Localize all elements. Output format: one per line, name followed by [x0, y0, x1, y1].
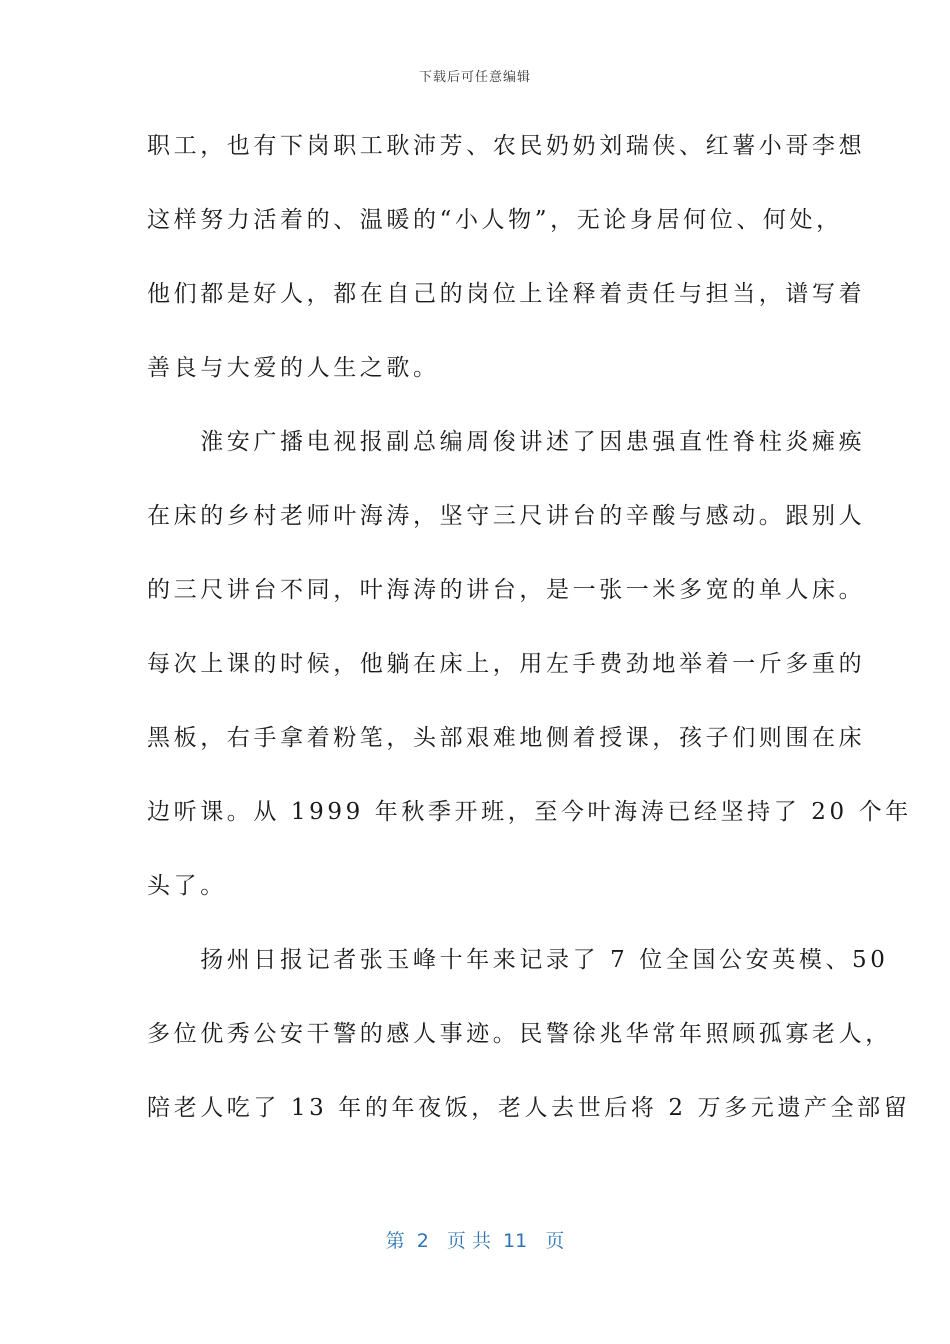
text-line: 黑板，右手拿着粉笔，头部艰难地侧着授课，孩子们则围在床	[147, 725, 866, 751]
text-line: 扬州日报记者张玉峰十年来记录了 7 位全国公安英模、50	[147, 947, 889, 973]
text-line: 每次上课的时候，他躺在床上，用左手费劲地举着一斤多重的	[147, 651, 866, 677]
text-line: 的三尺讲台不同，叶海涛的讲台，是一张一米多宽的单人床。	[147, 577, 866, 603]
text-line: 头了。	[147, 873, 227, 899]
text-line: 多位优秀公安干警的感人事迹。民警徐兆华常年照顾孤寡老人，	[147, 1021, 892, 1047]
page-number-footer: 第 2 页 共 11 页	[385, 1230, 565, 1252]
text-line: 边听课。从 1999 年秋季开班，至今叶海涛已经坚持了 20 个年	[147, 799, 912, 825]
text-line: 这样努力活着的、温暖的“小人物”，无论身居何位、何处，	[147, 207, 843, 233]
text-line: 在床的乡村老师叶海涛，坚守三尺讲台的辛酸与感动。跟别人	[147, 503, 866, 529]
text-line: 善良与大爱的人生之歌。	[147, 355, 440, 381]
page-header: 下载后可任意编辑	[418, 70, 531, 85]
text-line: 淮安广播电视报副总编周俊讲述了因患强直性脊柱炎瘫痪	[147, 429, 866, 455]
text-line: 他们都是好人，都在自己的岗位上诠释着责任与担当，谱写着	[147, 281, 866, 307]
text-line: 陪老人吃了 13 年的年夜饭，老人去世后将 2 万多元遗产全部留	[147, 1095, 911, 1121]
text-line: 职工，也有下岗职工耿沛芳、农民奶奶刘瑞侠、红薯小哥李想	[147, 133, 866, 159]
